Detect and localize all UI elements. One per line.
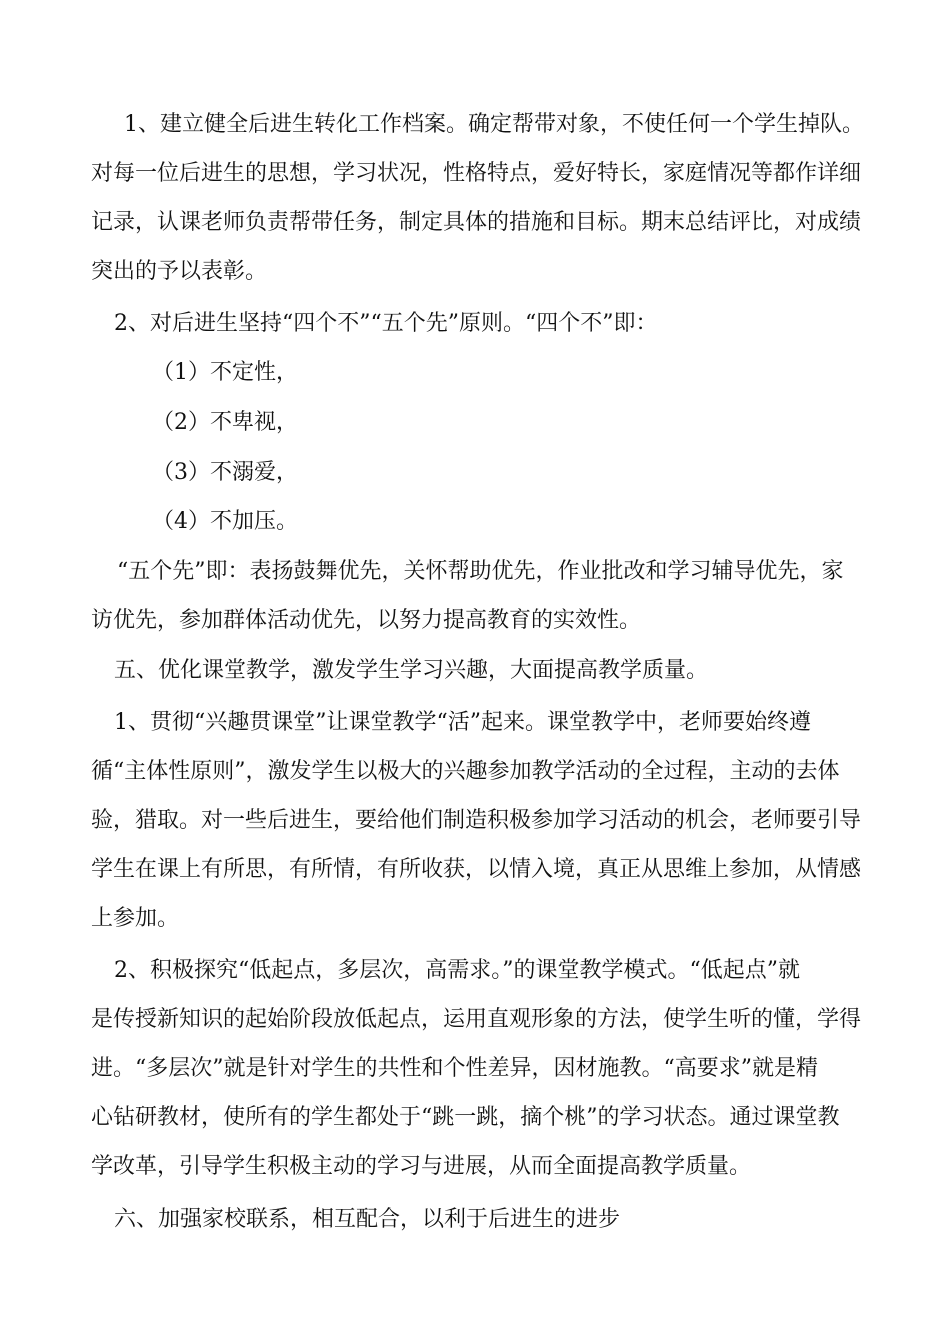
paragraph-line: 突出的予以表彰。 xyxy=(91,259,268,284)
paragraph-line: 心钻研教材，使所有的学生都处于“跳一跳，摘个桃”的学习状态。通过课堂教 xyxy=(91,1105,840,1130)
paragraph-line: 学改革，引导学生积极主动的学习与进展，从而全面提高教学质量。 xyxy=(91,1154,752,1179)
paragraph-line: 2、积极探究“低起点，多层次，高需求。”的课堂教学模式。“低起点”就 xyxy=(114,958,800,983)
list-item: （4）不加压。 xyxy=(152,509,298,534)
paragraph-line: 是传授新知识的起始阶段放低起点，运用直观形象的方法，使学生听的懂，学得 xyxy=(91,1007,862,1032)
paragraph-line: 循“主体性原则”，激发学生以极大的兴趣参加教学活动的全过程，主动的去体 xyxy=(91,759,840,784)
list-item: （3）不溺爱， xyxy=(152,460,298,485)
paragraph-line: 1、建立健全后进生转化工作档案。确定帮带对象，不使任何一个学生掉队。 xyxy=(124,112,864,137)
paragraph-line: “五个先”即：表扬鼓舞优先，关怀帮助优先，作业批改和学习辅导优先，家 xyxy=(117,559,844,584)
paragraph-line: 访优先，参加群体活动优先，以努力提高教育的实效性。 xyxy=(91,608,642,633)
paragraph-line: 上参加。 xyxy=(91,906,180,931)
paragraph-line: 学生在课上有所思，有所情，有所收获，以情入境，真正从思维上参加，从情感 xyxy=(91,857,862,882)
section-heading: 六、加强家校联系，相互配合，以利于后进生的进步 xyxy=(114,1207,621,1232)
paragraph-line: 进。“多层次”就是针对学生的共性和个性差异，因材施教。“高要求”就是精 xyxy=(91,1056,818,1081)
paragraph-line: 2、对后进生坚持“四个不”“五个先”原则。“四个不”即： xyxy=(114,311,658,336)
paragraph-line: 记录，认课老师负责帮带任务，制定具体的措施和目标。期末总结评比，对成绩 xyxy=(91,210,862,235)
list-item: （2）不卑视， xyxy=(152,410,298,435)
paragraph-line: 1、贯彻“兴趣贯课堂”让课堂教学“活”起来。课堂教学中，老师要始终遵 xyxy=(114,710,811,735)
section-heading: 五、优化课堂教学，激发学生学习兴趣，大面提高教学质量。 xyxy=(114,658,709,683)
paragraph-line: 验，猎取。对一些后进生，要给他们制造积极参加学习活动的机会，老师要引导 xyxy=(91,808,862,833)
list-item: （1）不定性， xyxy=(152,360,298,385)
paragraph-line: 对每一位后进生的思想，学习状况，性格特点，爱好特长，家庭情况等都作详细 xyxy=(91,161,862,186)
